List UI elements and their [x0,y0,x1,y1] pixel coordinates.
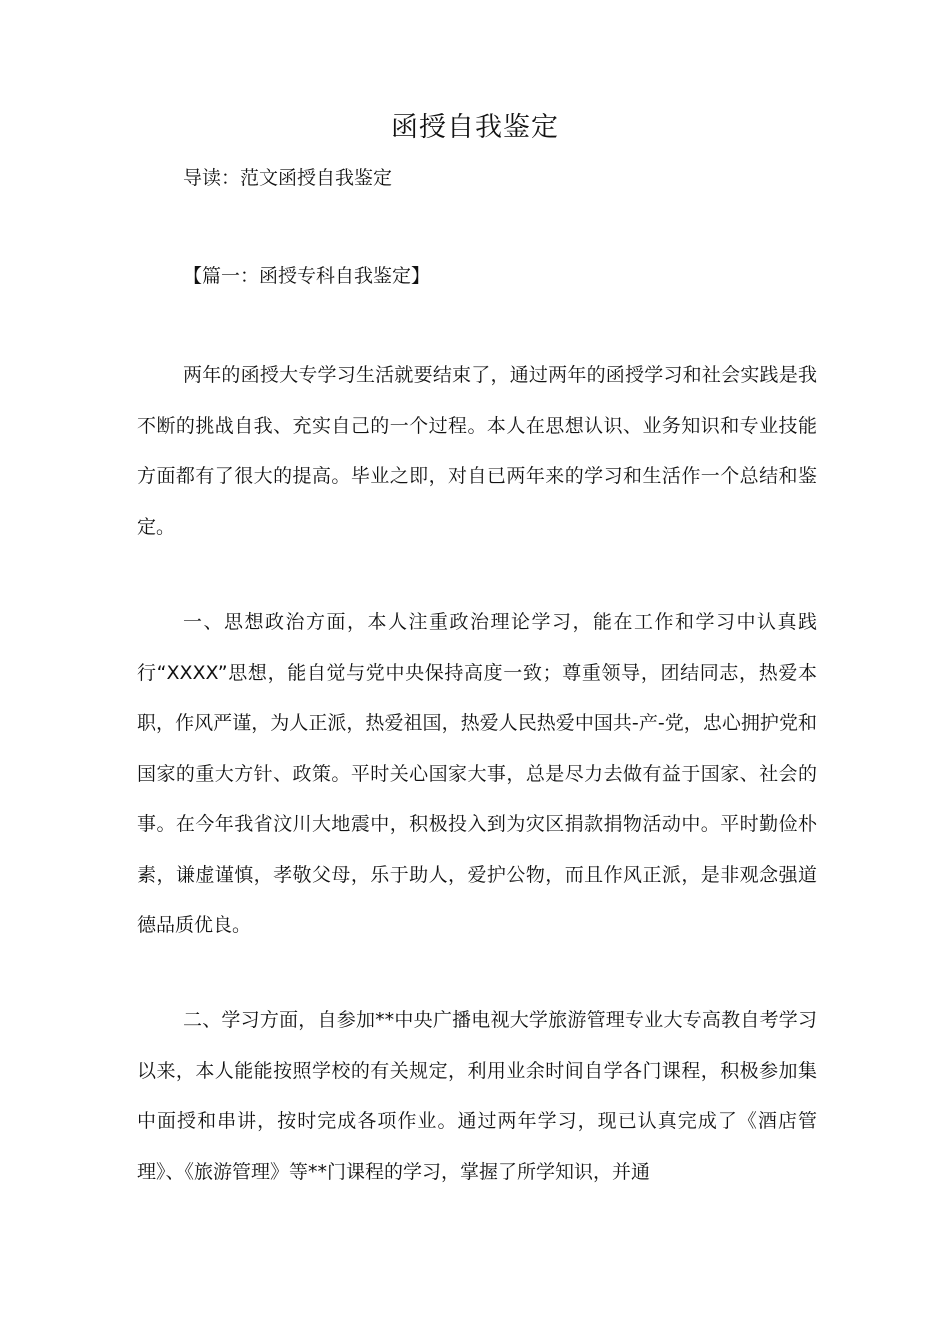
paragraph-politics: 一、思想政治方面，本人注重政治理论学习，能在工作和学习中认真践行“XXXX”思想，能自觉与党中央保持高度一致；尊重领导，团结同志，热爱本职，作风严谨，为人正派，热爱祖国，热爱人民热爱中国共-产-党，忠心拥护党和国家的重大方针、政策。平时关心国家大事，总是尽力去做有益于国家、社会的事。在今年我省汶川大地震中，积极投入到为灾区捐款捐物活动中。平时勤俭朴素，谦虚谨慎，孝敬父母，乐于助人，爱护公物，而且作风正派，是非观念强道德品质优良。 [137,611,817,936]
intro-line: 导读：范文函授自我鉴定 [183,167,393,189]
paragraph-intro: 两年的函授大专学习生活就要结束了，通过两年的函授学习和社会实践是我不断的挑战自我、充实自己的一个过程。本人在思想认识、业务知识和专业技能方面都有了很大的提高。毕业之即，对自已两年来的学习和生活作一个总结和鉴定。 [137,364,817,538]
section-heading: 【篇一：函授专科自我鉴定】 [183,265,431,287]
page-title: 函授自我鉴定 [391,112,559,143]
paragraph-study: 二、学习方面，自参加**中央广播电视大学旅游管理专业大专高教自考学习以来，本人能能按照学校的有关规定，利用业余时间自学各门课程，积极参加集中面授和串讲，按时完成各项作业。通过两年学习，现已认真完成了《酒店管理》、《旅游管理》等**门课程的学习，掌握了所学知识，并通 [137,1009,817,1183]
